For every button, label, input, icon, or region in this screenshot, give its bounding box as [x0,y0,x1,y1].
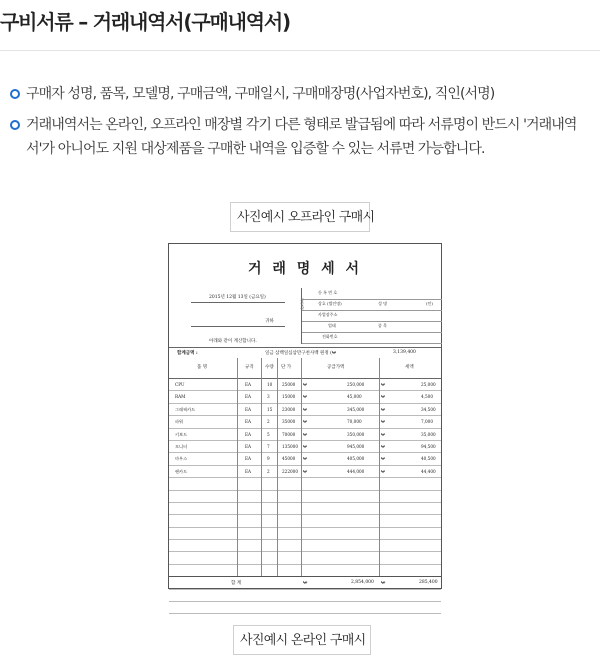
table-row [169,491,441,503]
table-cell: ₩ [381,456,385,462]
supplier-row: 상호 (법인명) 성 명 (인) [302,299,442,311]
table-row [169,503,441,515]
table-cell: 25000 [282,382,296,387]
table-cell: 15 [267,406,273,412]
table-cell: 350,000 [347,431,365,437]
table-cell: 35,000 [421,431,436,437]
table-cell: 파워 [175,419,184,425]
table-cell: 7 [267,443,270,449]
table-cell: ₩ [381,443,385,449]
table-cell: ₩ [381,468,385,474]
table-row [169,453,441,465]
table-cell: ₩ [381,394,385,400]
table-cell: 222000 [282,468,298,474]
table-row [169,379,441,391]
online-example-caption: 사진예시 온라인 구매시 [233,625,371,655]
table-cell: 23000 [282,406,296,412]
total-value: 3,139,400 [393,350,416,355]
table-row [169,391,441,403]
table-row [169,602,441,614]
table-cell: ₩ [303,382,307,387]
bullet-icon [10,89,20,99]
supplier-row: 업태 종 목 [302,321,442,333]
supplier-table [301,288,442,344]
offline-example-caption: 사진예시 오프라인 구매시 [230,202,370,232]
receipt-recipient: 귀하 [265,319,274,324]
table-cell: EA [245,443,252,449]
table-cell: 40,500 [421,456,436,462]
table-cell: 345,000 [347,406,365,412]
table-cell: 15000 [282,394,296,400]
total-label: 합계금액 : [177,351,198,356]
table-cell: EA [245,394,252,400]
table-cell: 45000 [282,456,296,462]
table-cell: EA [245,406,252,412]
supplier-row: 등 록 번 호 [302,288,442,300]
supplier-row: 전화번호 [302,332,442,344]
table-cell: 9 [267,456,270,462]
table-cell: 444,000 [347,468,365,474]
table-cell: 마우스 [175,456,188,462]
table-row [169,552,441,564]
table-cell: ₩ [303,456,307,462]
column-line [379,358,380,576]
table-row [169,404,441,416]
table-cell: EA [245,419,252,425]
list-item-text: 거래내역서는 온라인, 오프라인 매장별 각기 다른 형태로 발급됨에 따라 서류명이 반드시 '거래내역서'가 아니어도 지원 대상제품을 구매한 내역을 입증할 수 있는 서류면 가능합니다. [26,117,577,157]
table-cell: 70000 [282,431,296,437]
table-cell: 2 [267,419,270,425]
table-cell: 5 [267,431,270,437]
receipt-note: 아래와 같이 계산합니다. [209,339,257,344]
table-cell: EA [245,468,252,474]
table-cell: 25,000 [421,382,436,387]
total-text: 일금 삼백일십삼만구천사백 원정 (₩ [265,351,337,356]
table-cell: 모니터 [175,443,188,449]
table-row [169,540,441,552]
list-item [10,113,600,161]
divider [169,347,441,348]
table-cell: 44,400 [421,468,436,474]
table-row [169,590,441,602]
table-cell: 7,000 [421,419,433,425]
table-cell: 3 [267,394,270,400]
table-cell: 키보드 [175,431,188,437]
table-row [169,466,441,478]
table-cell: 랜카드 [175,468,188,474]
table-cell: ₩ [303,394,307,400]
table-cell: ₩ [303,419,307,425]
column-line [301,358,302,576]
table-cell: 10 [267,382,273,387]
table-cell: 135000 [282,443,298,449]
list-item-text: 구매자 성명, 품목, 모델명, 구매금액, 구매일시, 구매매장명(사업자번호), 직인(서명) [26,86,495,102]
table-cell: 2 [267,468,270,474]
table-cell: ₩ [381,431,385,437]
table-cell: EA [245,456,252,462]
table-cell: 250,000 [347,382,365,387]
table-header: 품 명 규격 수량 단 가 공급가액 세액 [169,358,441,379]
table-cell: ₩ [303,468,307,474]
receipt-title: 거 래 명 세 서 [247,261,363,277]
table-row [169,528,441,540]
table-cell: ₩ [303,406,307,412]
table-cell: ₩ [381,382,385,387]
requirements-list [10,82,600,168]
table-cell: 94,500 [421,443,436,449]
table-cell: RAM [175,394,186,400]
table-row [169,441,441,453]
list-item [10,82,600,106]
column-line [277,358,278,576]
table-cell: 405,000 [347,456,365,462]
table-cell: 70,000 [347,419,362,425]
table-cell: 945,000 [347,443,365,449]
table-row [169,429,441,441]
table-cell: 45,000 [347,394,362,400]
page-title: 구비서류 – 거래내역서(구매내역서) [0,10,290,34]
table-row [169,515,441,527]
receipt-date: 2015년 12월 13일 (금요일) [209,295,266,300]
table-cell: 34,500 [421,406,436,412]
table-cell: ₩ [381,419,385,425]
table-cell: 35000 [282,419,296,425]
divider [191,302,285,303]
supplier-row: 사업장주소 [302,310,442,322]
table-cell: ₩ [303,443,307,449]
title-divider [0,50,600,51]
table-cell: ₩ [303,431,307,437]
table-row [169,416,441,428]
receipt-image [168,243,442,589]
table-cell: EA [245,382,252,387]
table-cell: EA [245,431,252,437]
column-line [261,358,262,576]
divider [191,326,285,327]
column-line [237,358,238,576]
table-cell: 그래픽카드 [175,406,196,412]
receipt-footer: 합 계 ₩ 2,854,000 ₩ 285,400 [169,576,441,589]
bullet-icon [10,120,20,130]
table-cell: CPU [175,382,185,387]
table-row [169,478,441,490]
table-cell: ₩ [381,406,385,412]
table-cell: 4,500 [421,394,433,400]
supplier-label: 공급자 [300,298,305,310]
